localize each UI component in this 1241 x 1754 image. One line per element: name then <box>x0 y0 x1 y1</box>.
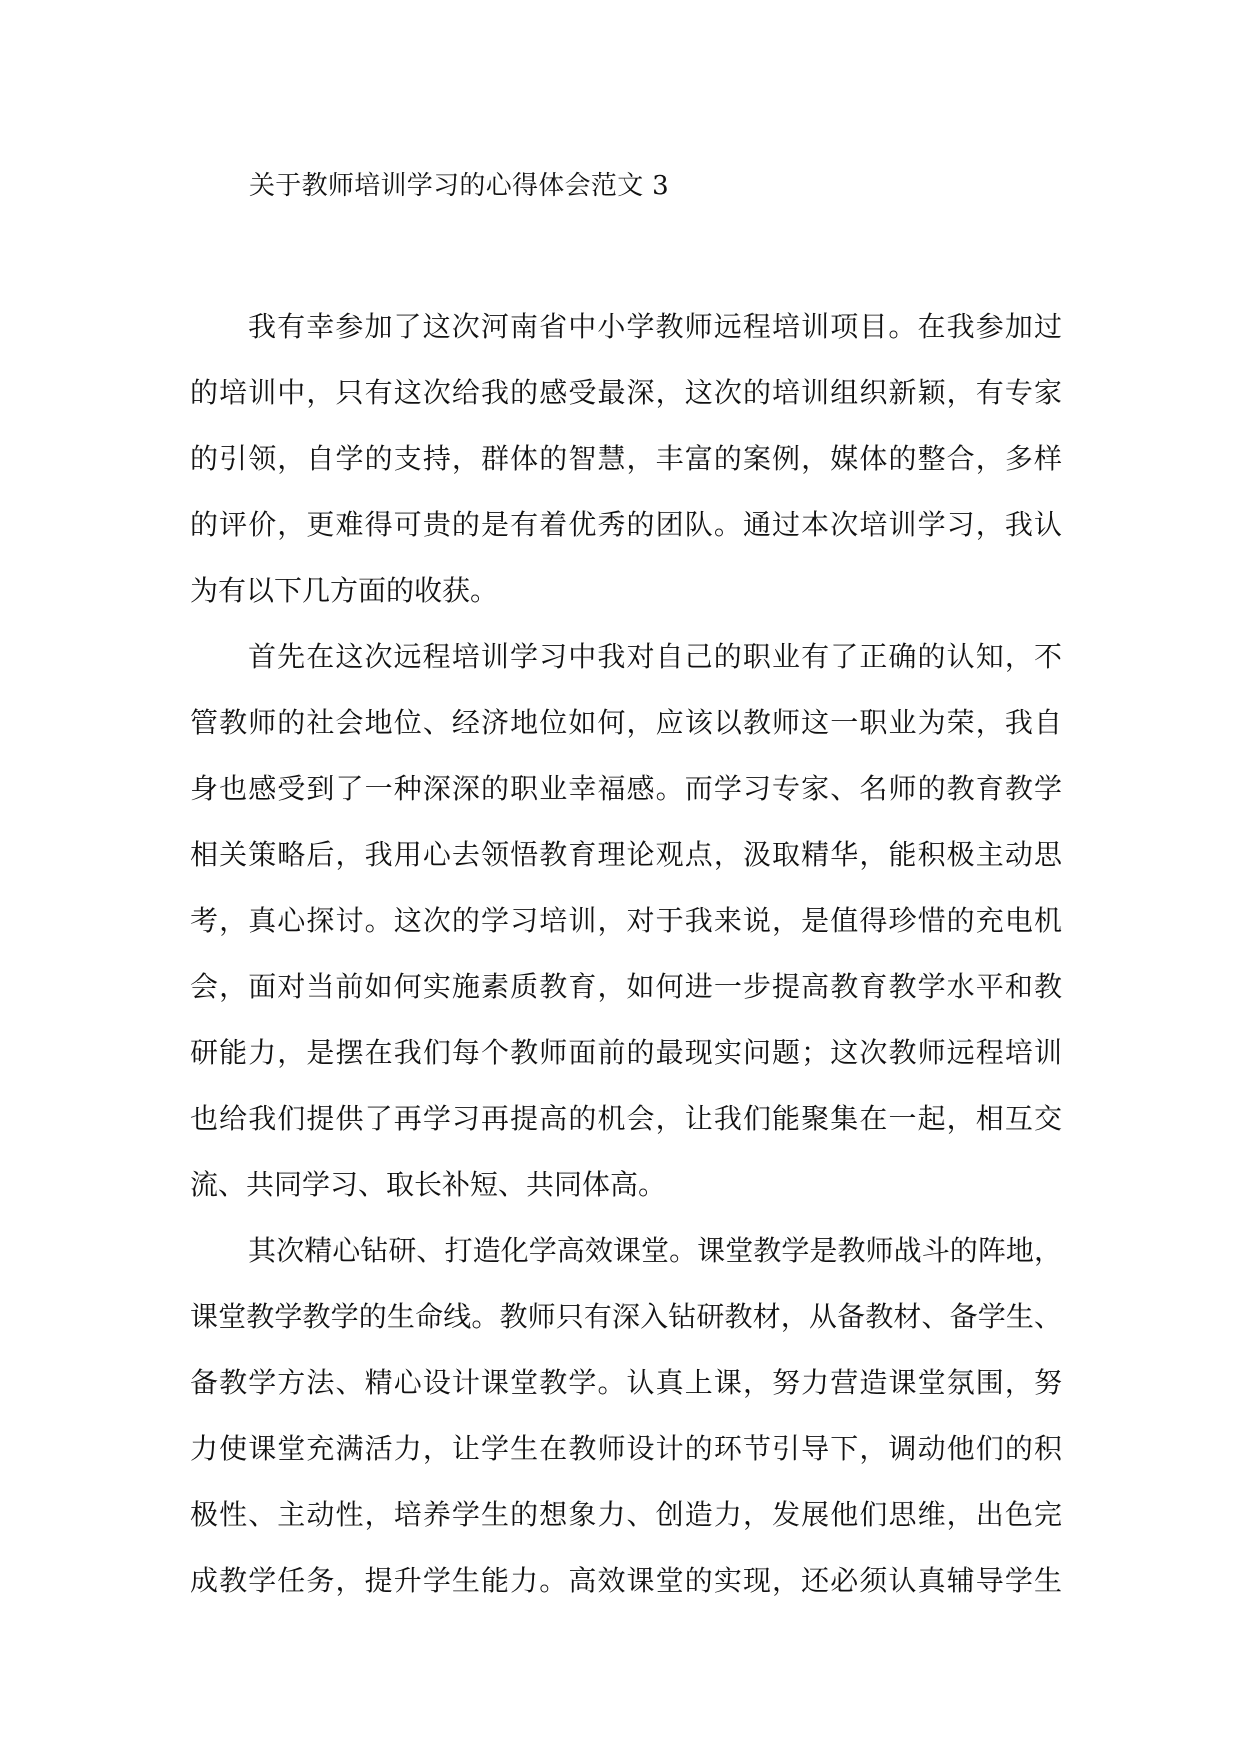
paragraph-line: 力使课堂充满活力，让学生在教师设计的环节引导下，调动他们的积 <box>190 1432 1062 1465</box>
paragraph-line: 的引领，自学的支持，群体的智慧，丰富的案例，媒体的整合，多样 <box>190 442 1062 475</box>
paragraph-line: 管教师的社会地位、经济地位如何，应该以教师这一职业为荣，我自 <box>190 706 1062 739</box>
paragraph-line: 考，真心探讨。这次的学习培训，对于我来说，是值得珍惜的充电机 <box>190 904 1062 937</box>
paragraph-line: 极性、主动性，培养学生的想象力、创造力，发展他们思维，出色完 <box>190 1498 1062 1531</box>
paragraph-line: 成教学任务，提升学生能力。高效课堂的实现，还必须认真辅导学生 <box>190 1564 1062 1597</box>
paragraph-line: 我有幸参加了这次河南省中小学教师远程培训项目。在我参加过 <box>248 310 1062 343</box>
paragraph-line: 其次精心钻研、打造化学高效课堂。课堂教学是教师战斗的阵地， <box>248 1234 1062 1267</box>
paragraph-line: 身也感受到了一种深深的职业幸福感。而学习专家、名师的教育教学 <box>190 772 1062 805</box>
paragraph-line: 会，面对当前如何实施素质教育，如何进一步提高教育教学水平和教 <box>190 970 1062 1003</box>
paragraph-3 <box>190 1218 1062 1614</box>
paragraph-line: 备教学方法、精心设计课堂教学。认真上课，努力营造课堂氛围，努 <box>190 1366 1062 1399</box>
document-body <box>190 294 1062 1614</box>
paragraph-line: 研能力，是摆在我们每个教师面前的最现实问题；这次教师远程培训 <box>190 1036 1062 1069</box>
paragraph-line: 课堂教学教学的生命线。教师只有深入钻研教材，从备教材、备学生、 <box>190 1300 1062 1333</box>
paragraph-2 <box>190 624 1062 1218</box>
paragraph-1 <box>190 294 1062 624</box>
paragraph-line: 为有以下几方面的收获。 <box>190 574 499 607</box>
paragraph-line: 首先在这次远程培训学习中我对自己的职业有了正确的认知，不 <box>248 640 1062 673</box>
paragraph-line: 的培训中，只有这次给我的感受最深，这次的培训组织新颖，有专家 <box>190 376 1062 409</box>
paragraph-line: 的评价，更难得可贵的是有着优秀的团队。通过本次培训学习，我认 <box>190 508 1062 541</box>
paragraph-line: 也给我们提供了再学习再提高的机会，让我们能聚集在一起，相互交 <box>190 1102 1062 1135</box>
document-title: 关于教师培训学习的心得体会范文 3 <box>249 171 669 201</box>
paragraph-line: 相关策略后，我用心去领悟教育理论观点，汲取精华，能积极主动思 <box>190 838 1062 871</box>
paragraph-line: 流、共同学习、取长补短、共同体高。 <box>190 1168 667 1201</box>
